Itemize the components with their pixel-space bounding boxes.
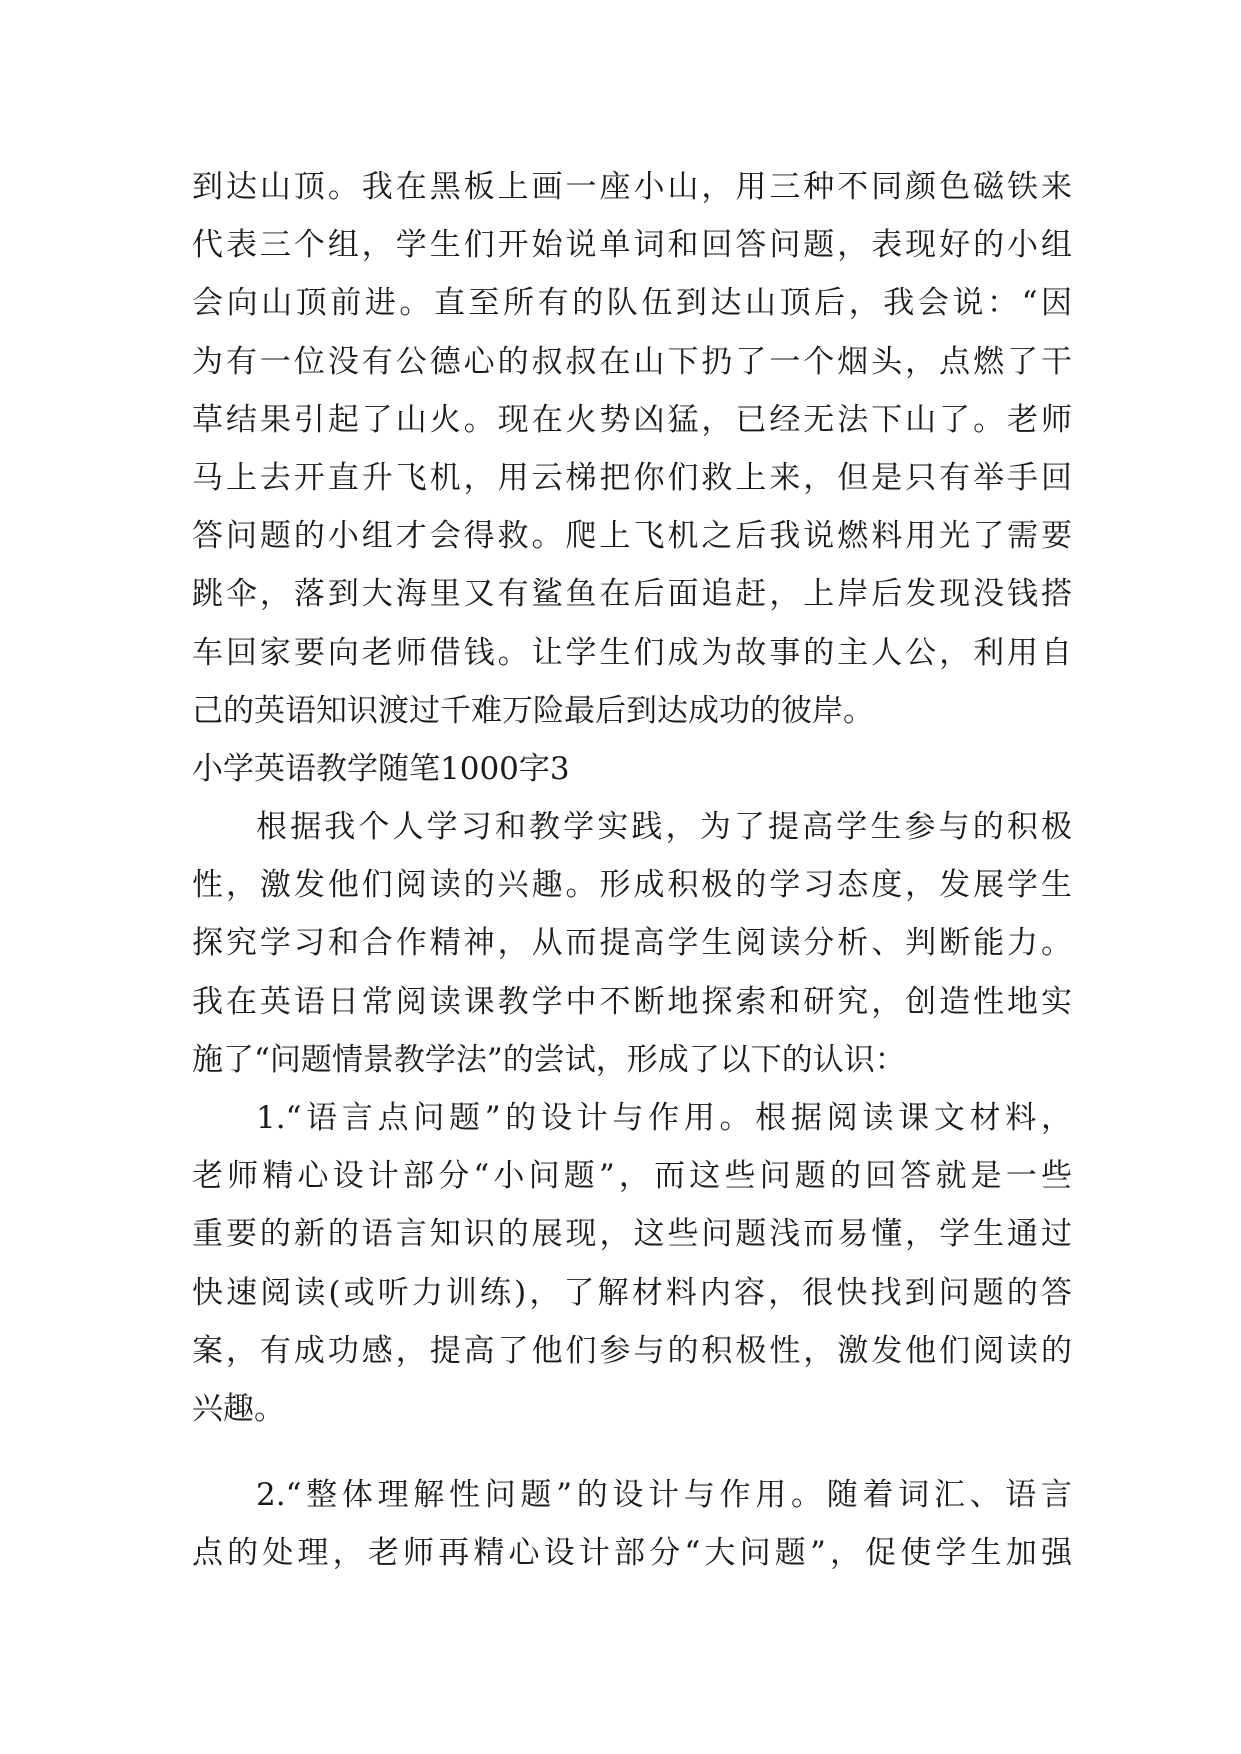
text-line: 快速阅读(或听力训练)，了解材料内容，很快找到问题的答 — [192, 1274, 1072, 1311]
text-line: 草结果引起了山火。现在火势凶猛，已经无法下山了。老师 — [192, 401, 1072, 438]
body-text — [192, 158, 1072, 1583]
paragraph-item-2 — [192, 1466, 1072, 1582]
paragraph-item-1 — [192, 1089, 1072, 1438]
text-line: 代表三个组，学生们开始说单词和回答问题，表现好的小组 — [192, 227, 1072, 264]
text-line: 探究学习和合作精神，从而提高学生阅读分析、判断能力。 — [192, 925, 1072, 962]
text-line: 为有一位没有公德心的叔叔在山下扔了一个烟头，点燃了干 — [192, 343, 1072, 380]
paragraph-story — [192, 158, 1072, 740]
section-heading: 小学英语教学随笔1000字3 — [192, 750, 570, 787]
text-line: 重要的新的语言知识的展现，这些问题浅而易懂，学生通过 — [192, 1216, 1072, 1253]
text-line: 施了“问题情景教学法”的尝试，形成了以下的认识： — [192, 1041, 906, 1078]
text-line: 答问题的小组才会得救。爬上飞机之后我说燃料用光了需要 — [192, 518, 1072, 555]
text-line: 跳伞，落到大海里又有鲨鱼在后面追赶，上岸后发现没钱搭 — [192, 576, 1072, 613]
text-line: 1.“语言点问题”的设计与作用。根据阅读课文材料， — [256, 1100, 1072, 1136]
text-line: 兴趣。 — [192, 1390, 285, 1427]
text-line: 己的英语知识渡过千难万险最后到达成功的彼岸。 — [192, 692, 874, 729]
paragraph-gap — [192, 1438, 1072, 1466]
paragraph-intro — [192, 798, 1072, 1089]
text-line: 马上去开直升飞机，用云梯把你们救上来，但是只有举手回 — [192, 459, 1072, 496]
text-line: 性，激发他们阅读的兴趣。形成积极的学习态度，发展学生 — [192, 867, 1072, 904]
text-line: 老师精心设计部分“小问题”，而这些问题的回答就是一些 — [192, 1158, 1072, 1195]
text-line: 根据我个人学习和教学实践，为了提高学生参与的积极 — [256, 809, 1072, 846]
text-line: 到达山顶。我在黑板上画一座小山，用三种不同颜色磁铁来 — [192, 169, 1072, 205]
text-line: 2.“整体理解性问题”的设计与作用。随着词汇、语言 — [256, 1477, 1072, 1514]
text-line: 会向山顶前进。直至所有的队伍到达山顶后，我会说：“因 — [192, 285, 1072, 322]
text-line: 点的处理，老师再精心设计部分“大问题”，促使学生加强 — [192, 1535, 1072, 1572]
text-line: 案，有成功感，提高了他们参与的积极性，激发他们阅读的 — [192, 1332, 1072, 1369]
text-line: 车回家要向老师借钱。让学生们成为故事的主人公，利用自 — [192, 634, 1072, 671]
text-line: 我在英语日常阅读课教学中不断地探索和研究，创造性地实 — [192, 983, 1072, 1020]
